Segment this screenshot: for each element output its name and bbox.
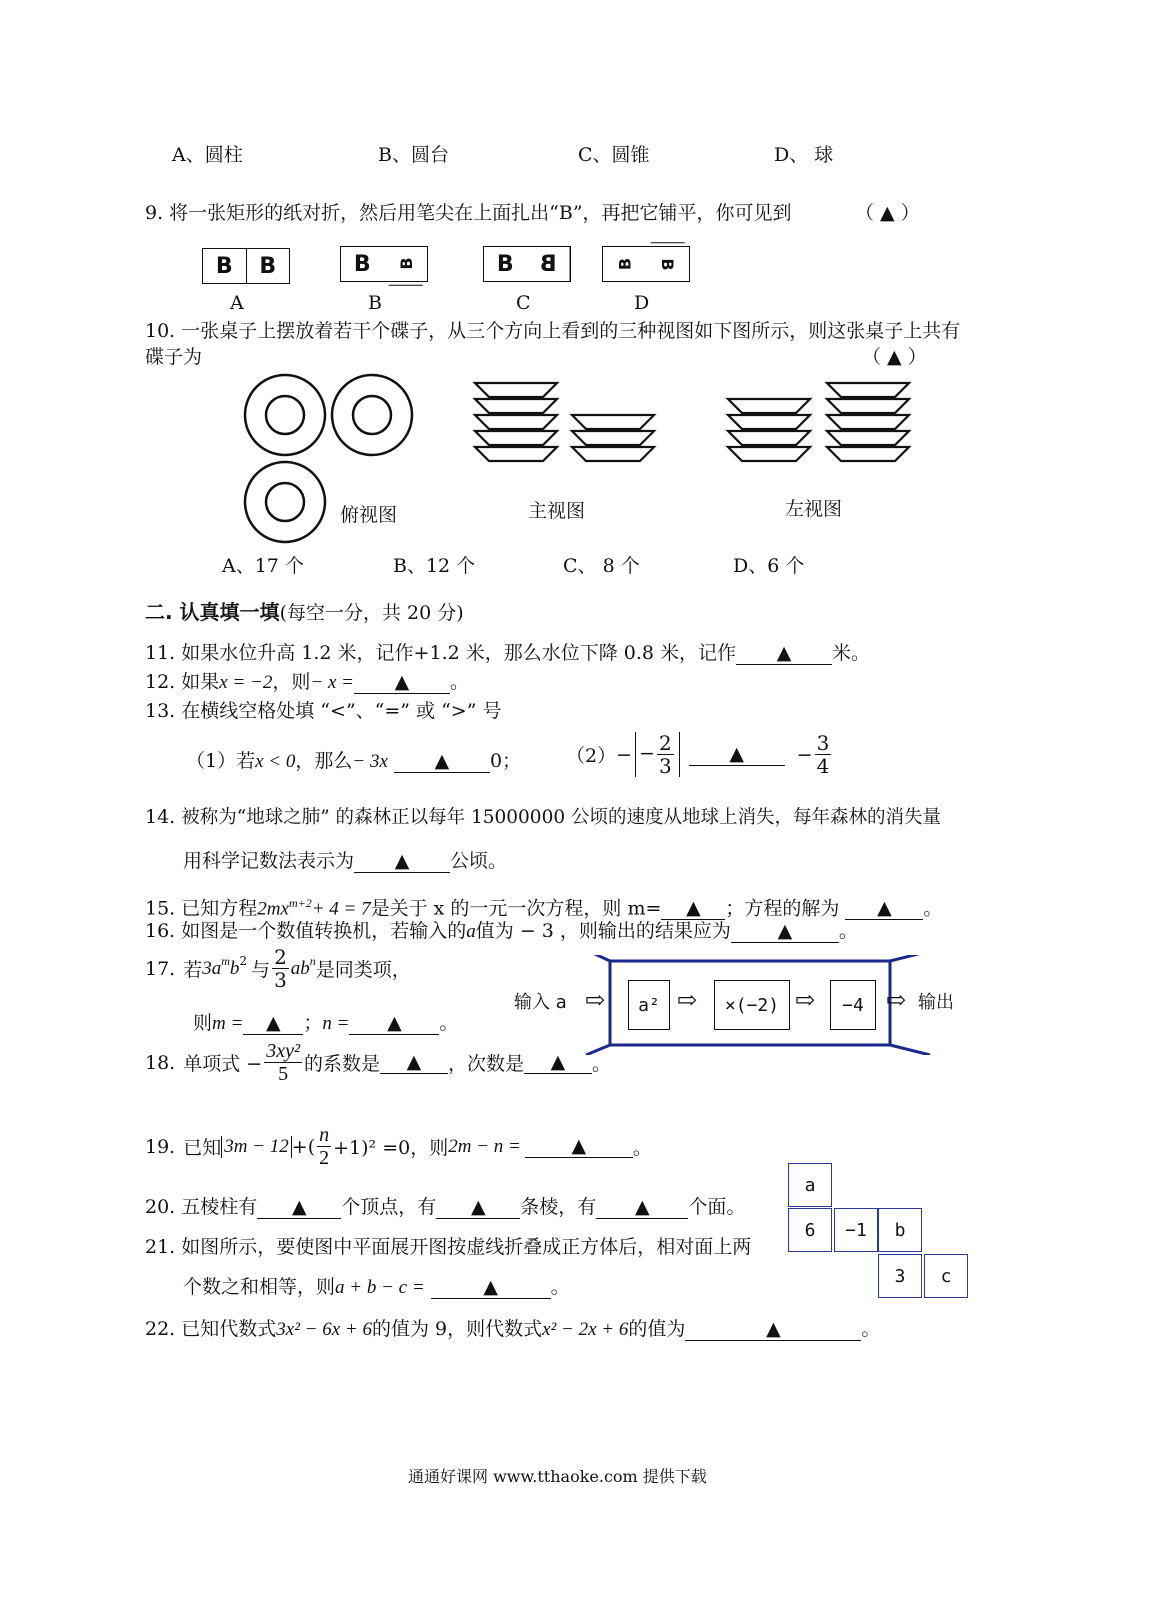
q12-cond: x = −2 (219, 672, 273, 693)
q17-num: 17. (145, 957, 176, 980)
q8-option-d: D、 球 (774, 144, 834, 166)
q9-b-left: B (353, 251, 371, 277)
q10-option-b: B、12 个 (393, 555, 476, 577)
q10-text2: 碟子为 (145, 346, 203, 368)
q14 (145, 804, 941, 831)
q11-suffix: 米。 (832, 642, 871, 664)
q11-num: 11. (145, 642, 176, 664)
q13-p1-cond: x < 0 (255, 751, 296, 772)
q12-suffix: 。 (449, 671, 469, 693)
q16-var: a (466, 921, 476, 942)
section2-note: (每空一分，共 20 分) (279, 602, 464, 624)
q17-t2-exp: n (309, 954, 316, 968)
q16-mid: 值为 − 3 ，则输出的结果应为 (475, 920, 731, 942)
q22-expr1: 3x² − 6x + 6 (276, 1319, 372, 1340)
q9-label-a: A (230, 292, 244, 314)
q16-blank[interactable]: ▲ (731, 920, 839, 943)
q8-option-b: B、圆台 (378, 144, 449, 166)
q15-mid: 是关于 x 的一元一次方程，则 m= (370, 897, 662, 920)
net-cell-6: 6 (788, 1208, 832, 1252)
q15-eq: 2mx (257, 898, 289, 920)
q10-option-c: C、 8 个 (563, 555, 640, 577)
section2-title: 二. 认真填一填 (145, 600, 280, 624)
q15-eq2: + 4 = 7 (311, 898, 371, 920)
machine-arrow-4: ⇨ (886, 986, 907, 1014)
q10-figure (230, 365, 950, 555)
q13-p1-end: 0； (489, 750, 522, 772)
q22-mid2: 的值为 (628, 1318, 686, 1340)
q17-frac (272, 946, 289, 991)
q18-mid2: ，次数是 (447, 1053, 524, 1075)
q17-frac-num: 2 (274, 945, 287, 969)
q8-option-c: C、圆锥 (578, 144, 650, 166)
q20-a: 个顶点，有 (341, 1196, 437, 1218)
q17-pre: 若 (183, 959, 203, 981)
q19-tail: +1)² =0，则 (333, 1137, 449, 1159)
q21-suffix: 。 (550, 1276, 570, 1298)
q13-abs (635, 732, 680, 777)
net-cell-3: 3 (878, 1254, 922, 1298)
q17-then: 则 (193, 1012, 213, 1034)
q15-mid2: ；方程的解为 (725, 897, 840, 920)
q9-paren: （ ▲ ） (855, 202, 920, 224)
q17-t1: 3a (202, 957, 222, 979)
q17-yu: 与 (251, 959, 271, 981)
q15-exp: m+2 (288, 896, 312, 910)
q17-t1-b-exp: 2 (239, 954, 248, 968)
q13-p1-pre: （1）若 (186, 750, 256, 772)
q11-blank[interactable]: ▲ (736, 642, 832, 665)
q13-frac1-num: 2 (658, 731, 672, 755)
q21-line2 (183, 1274, 570, 1301)
q10-left-view-label: 左视图 (785, 498, 843, 520)
q18-suffix: 。 (591, 1053, 611, 1075)
q16-suffix: 。 (838, 920, 858, 942)
net-cell-c: c (924, 1254, 968, 1298)
q21-expr: a + b − c = (335, 1277, 425, 1298)
q20-blank-edges[interactable]: ▲ (436, 1196, 520, 1219)
q20-blank-faces[interactable]: ▲ (596, 1196, 688, 1219)
q13-p3-minus: − (796, 743, 813, 766)
q9-option-b-figure (340, 246, 428, 282)
q18-frac-den: 5 (278, 1063, 289, 1085)
q18-blank-degree[interactable]: ▲ (524, 1051, 592, 1074)
q18-frac (264, 1040, 302, 1085)
net-cell-neg1: −1 (834, 1208, 878, 1252)
q17-post: 是同类项， (315, 959, 411, 981)
net-cell-b: b (878, 1208, 922, 1252)
q9-a-right: B (246, 249, 290, 283)
q13-text: 在横线空格处填 “<”、“=” 或 “>” 号 (181, 700, 502, 722)
q14-blank[interactable]: ▲ (354, 850, 450, 873)
q16-pre: 如图是一个数值转换机，若输入的 (181, 920, 467, 942)
q17-t1-b: b (229, 957, 240, 979)
q9-option-c-figure (483, 246, 571, 282)
q19-blank[interactable]: ▲ (525, 1135, 633, 1158)
q10-paren: （ ▲ ） (862, 346, 927, 368)
q22-num: 22. (145, 1318, 176, 1340)
q22-mid: 的值为 9，则代数式 (372, 1318, 543, 1340)
q10-option-a: A、17 个 (222, 555, 304, 577)
q11 (145, 640, 870, 666)
q15-suffix: 。 (923, 897, 943, 920)
q9-b-right: B (388, 242, 422, 286)
machine-box-multiply: ×(−2) (714, 980, 790, 1030)
q17-m: m = (212, 1013, 244, 1034)
q13-p2-blank[interactable]: ▲ (689, 743, 785, 766)
q17-t2: ab (290, 957, 310, 979)
q13-frac-3-4 (815, 732, 832, 777)
q9-c-right: B (527, 247, 571, 281)
q19-num: 19. (145, 1135, 176, 1158)
q18 (145, 1040, 611, 1085)
q22-expr2: x² − 2x + 6 (542, 1319, 629, 1340)
q16 (145, 918, 858, 945)
q21-num: 21. (145, 1236, 176, 1258)
q19-suffix: 。 (632, 1137, 652, 1159)
q13-frac2-den: 4 (816, 754, 830, 778)
q21-text2: 个数之和相等，则 (183, 1276, 336, 1298)
q22-pre: 已知代数式 (181, 1318, 277, 1340)
section2-heading (145, 596, 464, 625)
q20-b: 条棱，有 (520, 1196, 597, 1218)
q12-blank[interactable]: ▲ (354, 671, 450, 694)
q21 (145, 1234, 751, 1260)
q18-frac-num: 3xy² (266, 1040, 300, 1062)
q19-frac-den: 2 (319, 1147, 330, 1169)
q13-frac2-num: 3 (816, 731, 830, 755)
q19-expr: 2m − n = (448, 1135, 521, 1157)
q12-mid: ，则 (272, 671, 311, 693)
q18-num: 18. (145, 1051, 176, 1074)
q17-n: n = (322, 1013, 350, 1034)
q19-frac-num: n (319, 1124, 330, 1146)
q12-expr: − x = (310, 672, 354, 693)
q10-front-view-label: 主视图 (528, 500, 586, 522)
q13-p1-expr: − 3x (352, 751, 388, 772)
q17-blank-m[interactable]: ▲ (243, 1012, 303, 1035)
q17-suffix: 。 (439, 1012, 459, 1034)
q22-suffix: 。 (861, 1318, 881, 1340)
q17-frac-den: 3 (274, 968, 287, 992)
q10-text: 10. 一张桌子上摆放着若干个碟子，从三个方向上看到的三种视图如下图所示，则这张桌子上共有 (145, 320, 961, 342)
q12-pre: 如果 (181, 671, 220, 693)
q17-sep: ； (303, 1012, 323, 1034)
q9-label-b: B (368, 292, 382, 314)
q19-pre: 已知 (183, 1137, 222, 1159)
q13-p1-blank[interactable]: ▲ (394, 750, 490, 773)
q13-num: 13. (145, 700, 176, 722)
q9-option-d-figure (602, 246, 690, 282)
q17-line2 (193, 1010, 458, 1037)
q21-blank[interactable]: ▲ (431, 1276, 551, 1299)
machine-input-label: 输入 a (514, 992, 567, 1013)
q18-mid: 的系数是 (303, 1053, 380, 1075)
q9-d-left: B (614, 257, 634, 271)
machine-arrow-1: ⇨ (585, 986, 606, 1014)
q17-t1-exp: m (221, 954, 230, 968)
q13-part1 (186, 746, 521, 773)
machine-box-square: a² (628, 980, 670, 1030)
q14-line2 (183, 848, 507, 874)
q19-plus: +( (291, 1135, 316, 1158)
q10-top-view-label: 俯视图 (340, 504, 398, 526)
q19-abs: 3m − 12 (221, 1136, 292, 1158)
q20-pre: 五棱柱有 (181, 1196, 258, 1218)
q22-blank[interactable]: ▲ (685, 1318, 861, 1341)
q13-part2 (566, 732, 833, 777)
q12 (145, 669, 469, 696)
q13 (145, 698, 501, 724)
q13-p2-minus: − (616, 743, 633, 766)
q20-num: 20. (145, 1196, 176, 1218)
q14-suffix: 公顷。 (450, 850, 508, 872)
machine-box-subtract: −4 (830, 980, 876, 1030)
q13-abs-minus: − (639, 742, 655, 765)
q15-num: 15. (145, 897, 176, 920)
q17-blank-n[interactable]: ▲ (349, 1012, 439, 1035)
q11-text: 如果水位升高 1.2 米，记作+1.2 米，那么水位下降 0.8 米，记作 (181, 642, 737, 664)
front-view-stacks (475, 383, 654, 461)
q13-frac1-den: 3 (658, 754, 672, 778)
q9-text: 9. 将一张矩形的纸对折，然后用笔尖在上面扎出“B”，再把它铺平，你可见到 (145, 202, 792, 224)
q20-blank-vertices[interactable]: ▲ (257, 1196, 341, 1219)
q9-d-right: B (650, 242, 684, 286)
q14-num: 14. (145, 806, 176, 828)
q14-text2: 用科学记数法表示为 (183, 850, 355, 872)
q18-blank-coef[interactable]: ▲ (380, 1051, 448, 1074)
q8-option-a: A、圆柱 (172, 144, 243, 166)
q18-pre: 单项式 − (183, 1053, 263, 1075)
q13-frac-2-3 (657, 732, 674, 777)
q17 (145, 946, 411, 991)
q9-a-left: B (215, 253, 233, 279)
q14-text: 被称为“地球之肺” 的森林正以每年 15000000 公顷的速度从地球上消失，每年森林的消失量 (181, 807, 941, 828)
q15-blank-solution[interactable]: ▲ (845, 897, 923, 920)
q13-p2-pre: （2） (566, 745, 617, 767)
q15-blank-m[interactable]: ▲ (661, 897, 725, 920)
q9-label-c: C (516, 292, 531, 314)
q9-c-left: B (496, 251, 514, 277)
q15-pre: 已知方程 (181, 897, 258, 920)
q10-option-d: D、6 个 (733, 555, 805, 577)
left-view-stacks (728, 383, 909, 461)
machine-output-label: 输出 (918, 992, 954, 1013)
q20 (145, 1194, 745, 1220)
footer: 通通好课网 www.tthaoke.com 提供下载 (408, 1467, 707, 1486)
q9-option-a-figure (202, 248, 290, 284)
machine-arrow-2: ⇨ (677, 986, 698, 1014)
machine-arrow-3: ⇨ (795, 986, 816, 1014)
q12-num: 12. (145, 671, 176, 693)
net-cell-a: a (788, 1163, 832, 1207)
q19 (145, 1124, 652, 1169)
q13-p1-mid: ，那么 (295, 750, 353, 772)
q22 (145, 1316, 880, 1343)
q19-frac (317, 1124, 331, 1169)
q9-label-d: D (634, 292, 650, 314)
q20-c: 个面。 (688, 1196, 746, 1218)
q16-num: 16. (145, 920, 176, 942)
q21-text: 如图所示，要使图中平面展开图按虚线折叠成正方体后，相对面上两 (181, 1236, 752, 1258)
